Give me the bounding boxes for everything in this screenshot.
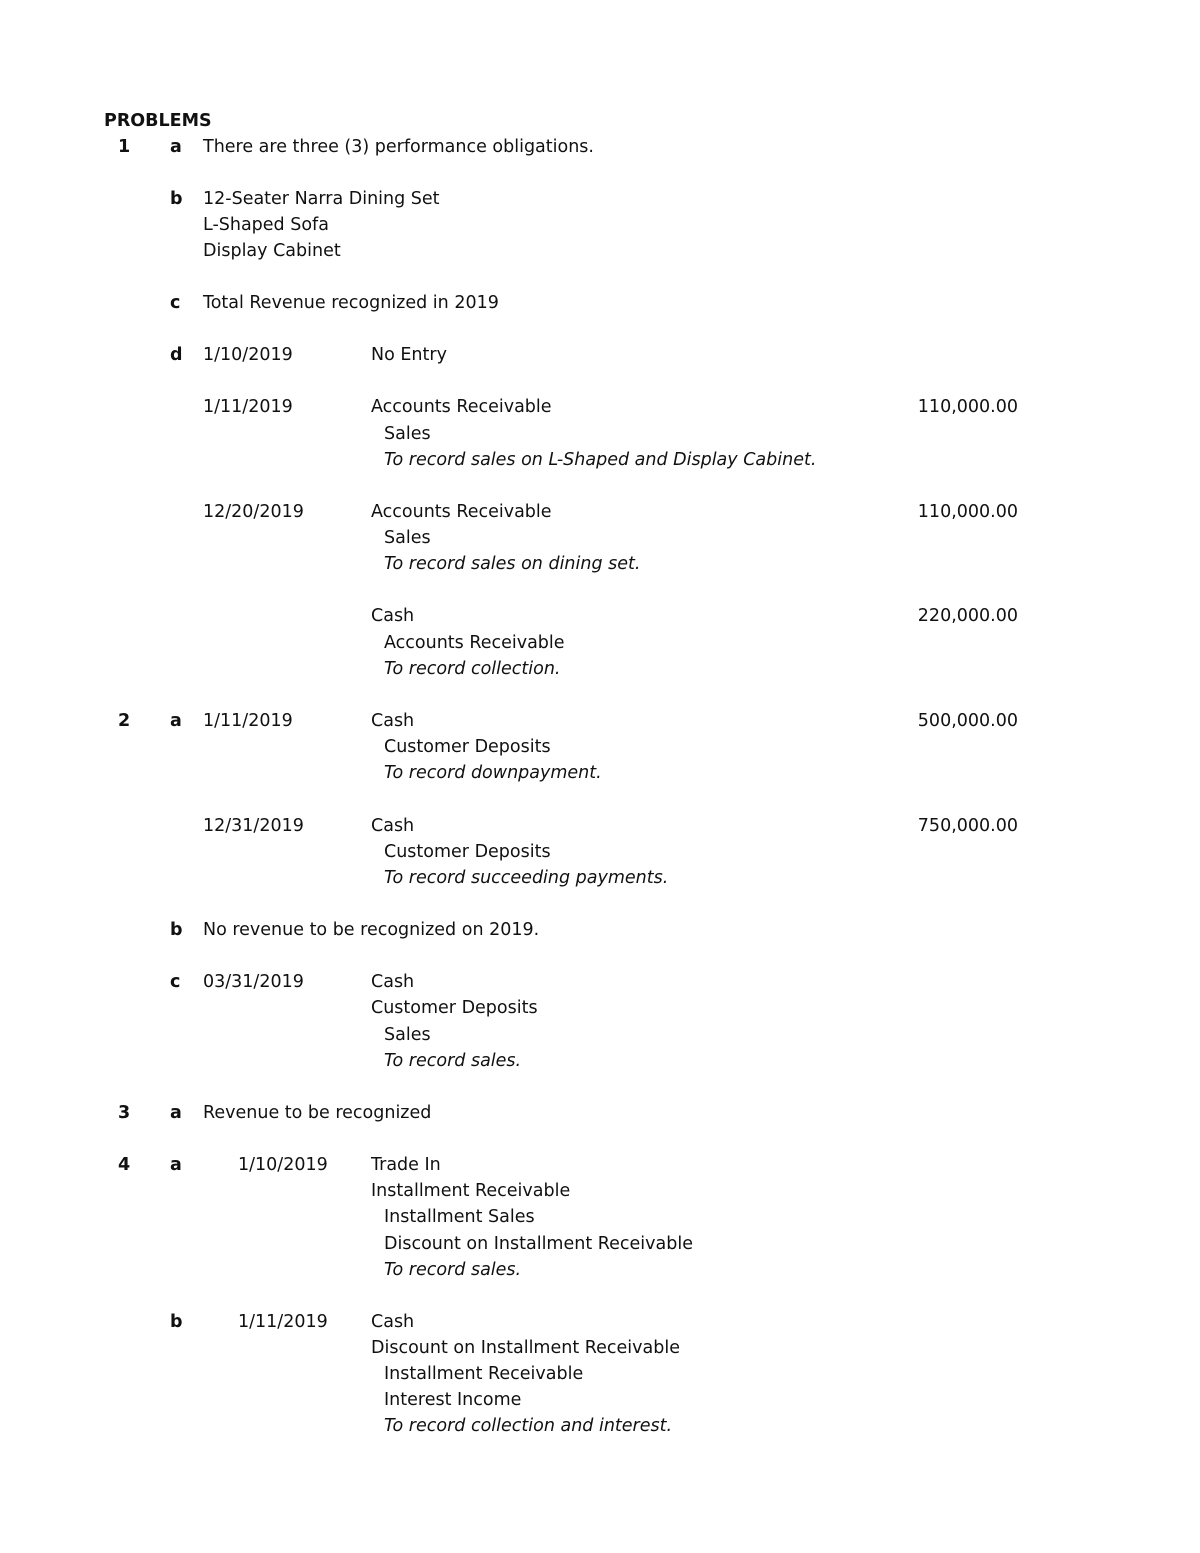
credit-account: Installment Sales bbox=[384, 1207, 535, 1227]
item-letter: d bbox=[170, 345, 183, 365]
entry-explanation: To record collection. bbox=[384, 659, 561, 679]
amount: 500,000.00 bbox=[917, 711, 1018, 731]
entry-text: Total Revenue recognized in 2019 bbox=[203, 293, 499, 313]
amount: 110,000.00 bbox=[917, 502, 1018, 522]
item-letter: a bbox=[170, 137, 182, 157]
amount: 220,000.00 bbox=[917, 606, 1018, 626]
entry-text: 12-Seater Narra Dining Set bbox=[203, 189, 440, 209]
entry-text: 03/31/2019 bbox=[203, 972, 304, 992]
debit-account: Accounts Receivable bbox=[371, 397, 552, 417]
credit-account: Sales bbox=[384, 1025, 431, 1045]
item-letter: a bbox=[170, 1155, 182, 1175]
entry-date: 1/10/2019 bbox=[238, 1155, 328, 1175]
entry-text: 12/31/2019 bbox=[203, 816, 304, 836]
problem-number: 1 bbox=[118, 137, 131, 157]
debit-account: No Entry bbox=[371, 345, 447, 365]
debit-account: Cash bbox=[371, 606, 415, 626]
entry-text: L-Shaped Sofa bbox=[203, 215, 329, 235]
entry-text: 1/11/2019 bbox=[203, 397, 293, 417]
entry-explanation: To record sales on L-Shaped and Display Cabinet. bbox=[384, 450, 817, 470]
debit-account: Discount on Installment Receivable bbox=[371, 1338, 680, 1358]
debit-account: Cash bbox=[371, 972, 415, 992]
page-title: PROBLEMS bbox=[104, 111, 212, 131]
debit-account: Installment Receivable bbox=[371, 1181, 571, 1201]
item-letter: b bbox=[170, 189, 183, 209]
entry-explanation: To record collection and interest. bbox=[384, 1416, 673, 1436]
debit-account: Trade In bbox=[371, 1155, 441, 1175]
item-letter: c bbox=[170, 293, 181, 313]
item-letter: a bbox=[170, 711, 182, 731]
debit-account: Cash bbox=[371, 816, 415, 836]
item-letter: a bbox=[170, 1103, 182, 1123]
entry-explanation: To record sales. bbox=[384, 1051, 522, 1071]
entry-text: 12/20/2019 bbox=[203, 502, 304, 522]
entry-explanation: To record sales on dining set. bbox=[384, 554, 641, 574]
entry-text: There are three (3) performance obligations. bbox=[203, 137, 594, 157]
entry-text: Display Cabinet bbox=[203, 241, 341, 261]
problem-number: 4 bbox=[118, 1155, 131, 1175]
credit-account: Sales bbox=[384, 528, 431, 548]
debit-account: Cash bbox=[371, 711, 415, 731]
credit-account: Accounts Receivable bbox=[384, 633, 565, 653]
entry-explanation: To record sales. bbox=[384, 1260, 522, 1280]
credit-account: Customer Deposits bbox=[384, 842, 551, 862]
entry-text: 1/10/2019 bbox=[203, 345, 293, 365]
entry-text: Revenue to be recognized bbox=[203, 1103, 432, 1123]
amount: 110,000.00 bbox=[917, 397, 1018, 417]
problem-number: 3 bbox=[118, 1103, 131, 1123]
entry-date: 1/11/2019 bbox=[238, 1312, 328, 1332]
credit-account: Customer Deposits bbox=[384, 737, 551, 757]
debit-account: Accounts Receivable bbox=[371, 502, 552, 522]
amount: 750,000.00 bbox=[917, 816, 1018, 836]
debit-account: Cash bbox=[371, 1312, 415, 1332]
item-letter: b bbox=[170, 920, 183, 940]
item-letter: b bbox=[170, 1312, 183, 1332]
entry-explanation: To record succeeding payments. bbox=[384, 868, 669, 888]
credit-account: Interest Income bbox=[384, 1390, 522, 1410]
entry-explanation: To record downpayment. bbox=[384, 763, 602, 783]
credit-account: Sales bbox=[384, 424, 431, 444]
credit-account: Installment Receivable bbox=[384, 1364, 584, 1384]
entry-text: 1/11/2019 bbox=[203, 711, 293, 731]
credit-account: Discount on Installment Receivable bbox=[384, 1234, 693, 1254]
item-letter: c bbox=[170, 972, 181, 992]
debit-account: Customer Deposits bbox=[371, 998, 538, 1018]
problem-number: 2 bbox=[118, 711, 131, 731]
entry-text: No revenue to be recognized on 2019. bbox=[203, 920, 540, 940]
